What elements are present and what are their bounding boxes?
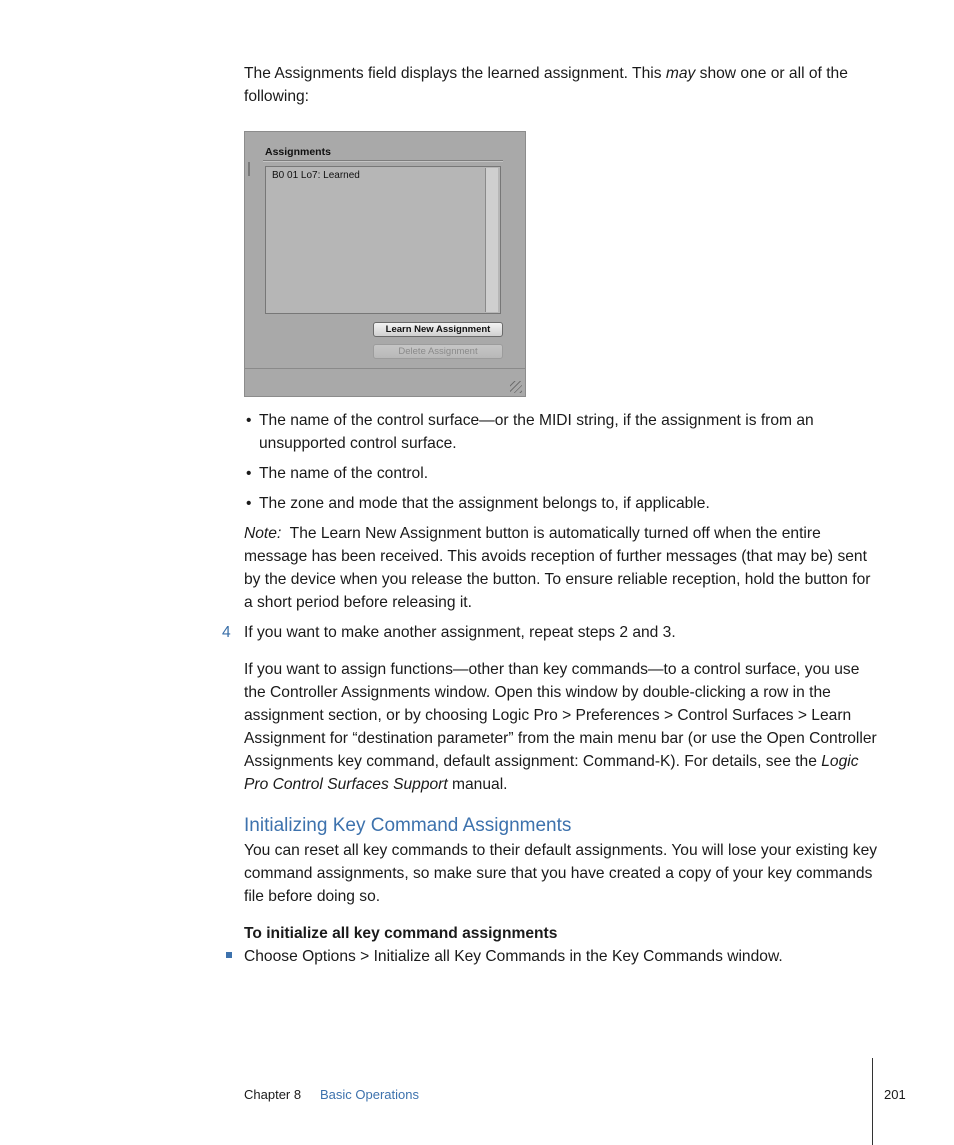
step-text: If you want to make another assignment, repeat steps 2 and 3. [244, 624, 676, 641]
delete-assignment-button[interactable]: Delete Assignment [373, 344, 503, 359]
controller-text: If you want to assign functions—other than key commands—to a control surface, you use the Controller Assignments window. Open this window by double-clicking a row in the assignment section, or by choosing Logic Pro > Preferences > Control Surfaces > Learn Assignment for “destination parameter” from the main menu bar (or use the Open Controller Assignments key command, default assignment: Command-K). For details, see the [244, 661, 877, 770]
note-paragraph [244, 522, 880, 614]
controller-paragraph [244, 658, 880, 796]
panel-grip [248, 162, 250, 176]
bullet-marker: • [246, 495, 252, 512]
panel-divider [245, 368, 525, 369]
step-number: 4 [222, 624, 231, 641]
intro-paragraph [244, 62, 880, 108]
resize-grip-icon[interactable] [510, 381, 522, 393]
controller-text-end: manual. [447, 776, 508, 793]
intro-emphasis: may [665, 65, 696, 82]
bullet-marker: • [246, 465, 252, 482]
task-step: Choose Options > Initialize all Key Commands in the Key Commands window. [244, 948, 783, 965]
note-text: The Learn New Assignment button is automatically turned off when the entire message has been received. This avoids reception of further messages (that may be) sent by the device when you release the button. To ensure reliable reception, hold the button for a short period before releasing it. [244, 525, 871, 611]
footer-divider [872, 1058, 873, 1145]
square-bullet-icon [226, 952, 232, 958]
bullet-item: The name of the control. [259, 465, 429, 482]
list-item[interactable]: B0 01 Lo7: Learned [272, 170, 360, 181]
title-divider [263, 160, 503, 161]
manual-title: Logic Pro Control Surfaces Support [244, 753, 859, 793]
assignments-screenshot [244, 131, 526, 397]
page-number: 201 [884, 1087, 906, 1102]
bullet-item: The zone and mode that the assignment belongs to, if applicable. [259, 495, 710, 512]
list-scrollbar[interactable] [485, 168, 498, 312]
assignments-list[interactable] [265, 166, 501, 314]
footer-chapter: Chapter 8 [244, 1087, 302, 1102]
assignments-title: Assignments [265, 146, 331, 158]
learn-new-assignment-button[interactable]: Learn New Assignment [373, 322, 503, 337]
section-heading: Initializing Key Command Assignments [244, 815, 572, 836]
section-paragraph: You can reset all key commands to their default assignments. You will lose your existing key command assignments, so make sure that you have created a copy of your key commands file before doing so. [244, 842, 878, 905]
intro-text: The Assignments field displays the learned assignment. This [244, 65, 666, 82]
note-label: Note: [244, 525, 282, 542]
bullet-item: The name of the control surface—or the MIDI string, if the assignment is from an unsupported control surface. [259, 412, 814, 452]
bullet-marker: • [246, 412, 252, 429]
intro-text-end: show one or all of the following: [244, 65, 848, 105]
task-title: To initialize all key command assignments [244, 925, 558, 942]
footer-section: Basic Operations [320, 1087, 419, 1102]
